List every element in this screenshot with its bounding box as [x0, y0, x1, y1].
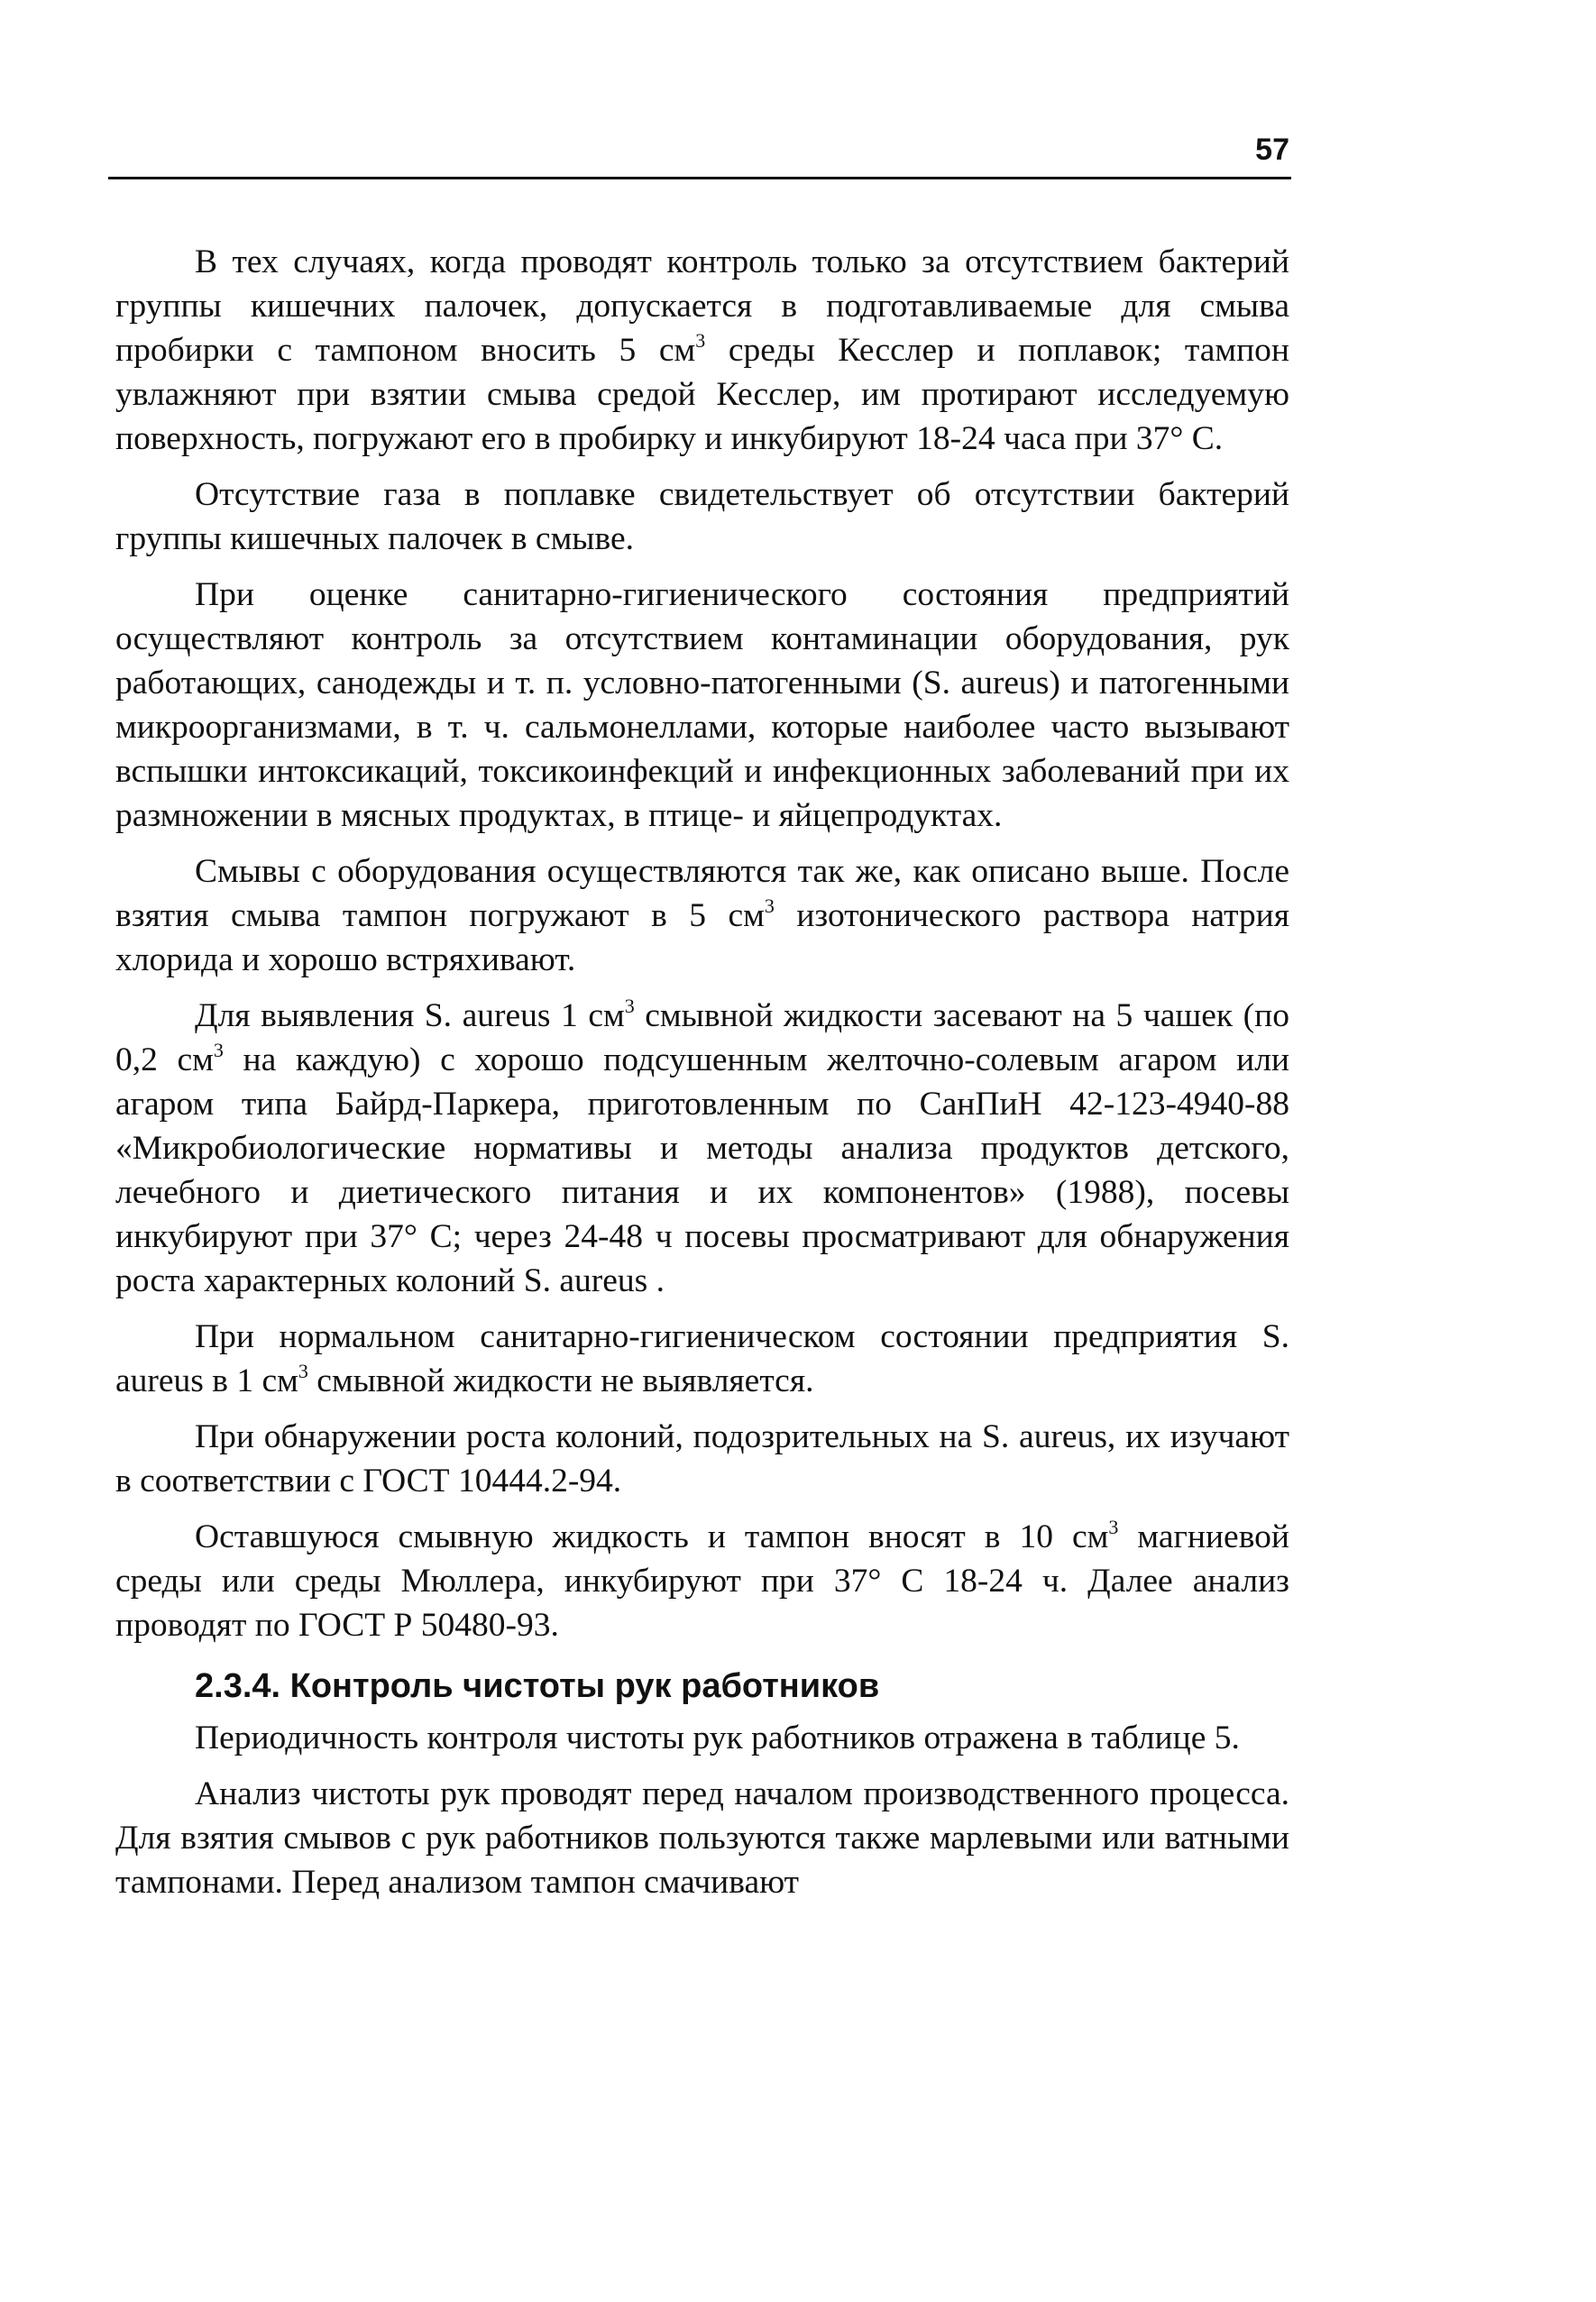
paragraph: Оставшуюся смывную жидкость и тампон вносят в 10 $см^3$ магниевой среды или среды Мюллера, инкубируют при 37° С 18-24 ч. Далее анализ проводят по ГОСТ Р 50480-93.	[115, 1516, 1289, 1644]
paragraph: При оценке санитарно-гигиенического состояния предприятий осуществляют контроль за отсутствием контаминации оборудования, рук работающих, санодежды и т. п. условно-патогенными (S. aureus) и патогенными микроорганизмами, в т. ч. сальмонеллами, которые наиболее часто вызывают вспышки интоксикаций, токсикоинфекций и инфекционных заболеваний при их размножении в мясных продуктах, в птице- и яйцепродуктах.	[115, 576, 1289, 834]
paragraph: Отсутствие газа в поплавке свидетельствует об отсутствии бактерий группы кишечных палочек в смыве.	[115, 476, 1289, 557]
paragraph: Периодичность контроля чистоты рук работников отражена в таблице 5.	[195, 1720, 1240, 1756]
page-number: 57	[1255, 133, 1289, 167]
paragraph: В тех случаях, когда проводят контроль только за отсутствием бактерий группы кишечних палочек, допускается в подготавливаемые для смыва пробирки с тампоном вносить 5 $см^3$ среды Кесслер и поплавок; тампон увлажняют при взятии смыва средой Кесслер, им протирают исследуемую поверхность, погружают его в пробирку и инкубируют 18-24 часа при 37° С.	[115, 243, 1290, 457]
paragraph: Для выявления S. aureus 1 $см^3$ смывной жидкости засевают на 5 чашек (по 0,2 $см^3$ на каждую) с хорошо подсушенным желточно-солевым агаром или агаром типа Байрд-Паркера, приготовленным по СанПиН 42-123-4940-88 «Микробиологические нормативы и методы анализа продуктов детского, лечебного и диетического питания и их компонентов» (1988), посевы инкубируют при 37° С; через 24-48 ч посевы просматривают для обнаружения роста характерных колоний S. aureus .	[115, 995, 1290, 1299]
section-heading: 2.3.4. Контроль чистоты рук работников	[195, 1667, 880, 1705]
paragraph: Смывы с оборудования осуществляются так же, как описано выше. После взятия смыва тампон погружают в 5 $см^3$ изотонического раствора натрия хлорида и хорошо встряхивают.	[115, 853, 1289, 978]
body-text	[115, 240, 1289, 1916]
header-rule	[108, 177, 1291, 179]
paragraph: При обнаружении роста колоний, подозрительных на S. aureus, их изучают в соответствии с ГОСТ 10444.2-94.	[115, 1418, 1289, 1500]
paragraph: Анализ чистоты рук проводят перед началом производственного процесса. Для взятия смывов с рук работников пользуются также марлевыми или ватными тампонами. Перед анализом тампон смачивают	[115, 1775, 1289, 1901]
paragraph: При нормальном санитарно-гигиеническом состоянии предприятия S. aureus в 1 $см^3$ смывной жидкости не выявляется.	[115, 1318, 1289, 1399]
